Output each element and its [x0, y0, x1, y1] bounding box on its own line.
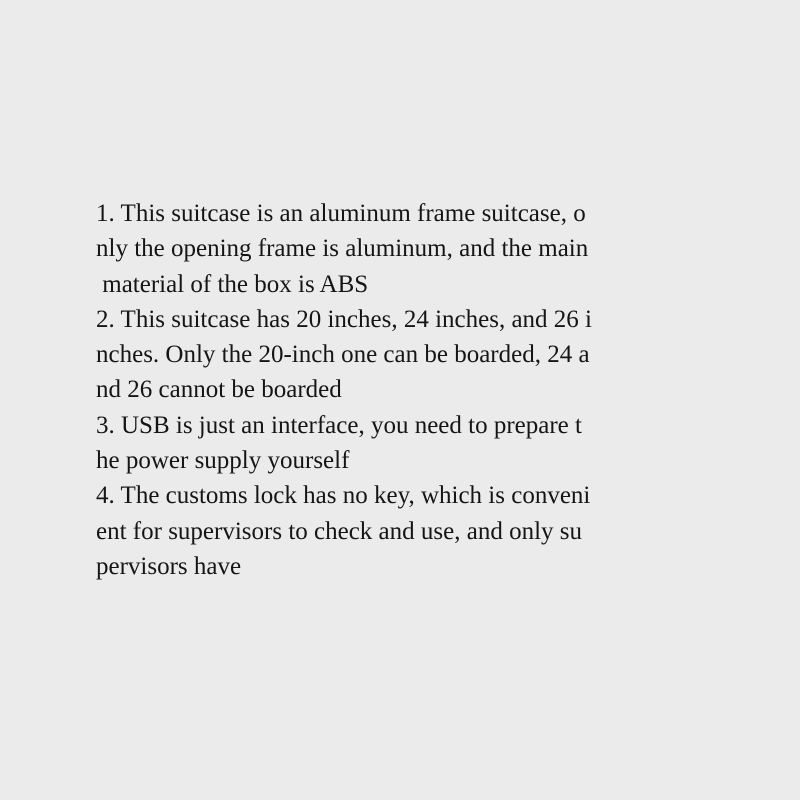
product-notes-text — [96, 196, 776, 584]
note-line: he power supply yourself — [96, 447, 350, 475]
note-line: nches. Only the 20-inch one can be boarded, 24 a — [96, 341, 590, 369]
note-line: 2. This suitcase has 20 inches, 24 inches, and 26 i — [96, 305, 592, 333]
note-line: material of the box is ABS — [96, 270, 369, 298]
note-line: 3. USB is just an interface, you need to prepare t — [96, 411, 582, 439]
note-line: pervisors have — [96, 552, 242, 580]
note-line: nd 26 cannot be boarded — [96, 376, 342, 404]
note-line: nly the opening frame is aluminum, and the main — [96, 235, 589, 263]
note-line: 4. The customs lock has no key, which is conveni — [96, 482, 591, 510]
note-line: 1. This suitcase is an aluminum frame suitcase, o — [96, 200, 586, 227]
note-line: ent for supervisors to check and use, and only su — [96, 517, 582, 545]
